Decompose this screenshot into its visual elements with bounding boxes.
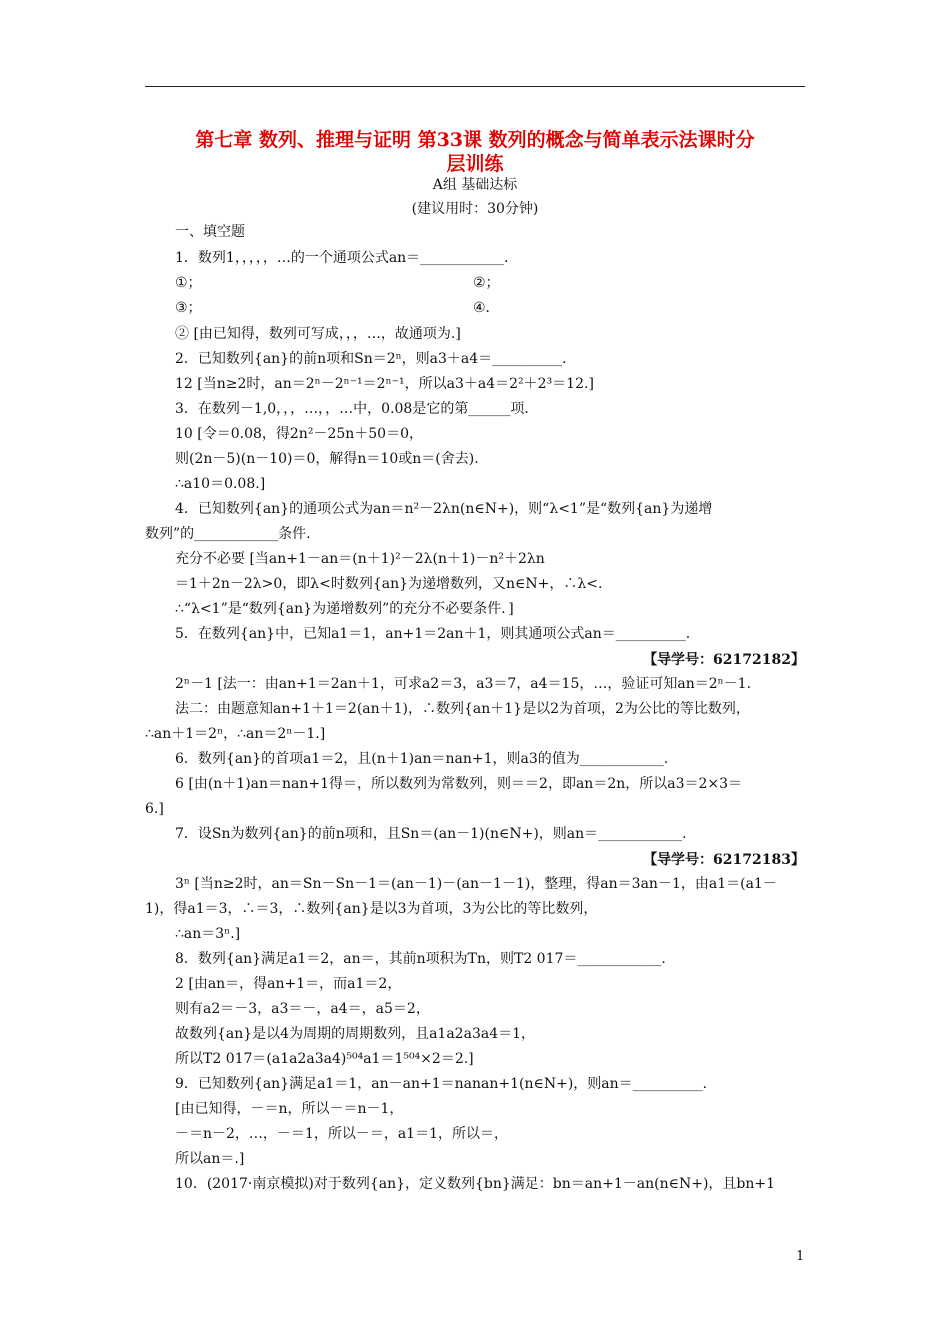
text-line: 6．数列{an}的首项a1＝2，且(n＋1)an＝nan+1，则a3的值为____________. (175, 751, 669, 767)
text-line: 4．已知数列{an}的通项公式为an＝n²－2λn(n∈N+)，则“λ<1”是“数列{an}为递增 (175, 501, 713, 517)
text-line: 1．数列1，，，，，…的一个通项公式an＝____________． (175, 250, 519, 266)
header-rule (145, 86, 805, 87)
guide-code: 【导学号：62172183】 (643, 852, 805, 868)
text-line: ①； (175, 275, 202, 291)
group-label: A组 基础达标 (432, 177, 518, 193)
text-line: 所以T2 017＝(a1a2a3a4)⁵⁰⁴a1＝1⁵⁰⁴×2＝2.] (175, 1051, 474, 1067)
text-line: 5．在数列{an}中，已知a1＝1，an+1＝2an＋1，则其通项公式an＝__________. (175, 626, 691, 642)
text-line: 8．数列{an}满足a1＝2，an＝，其前n项积为Tn，则T2 017＝____________. (175, 951, 666, 967)
text-line: 2 [由an＝，得an+1＝，而a1＝2， (175, 976, 402, 992)
page-title-line1: 第七章 数列、推理与证明 第33课 数列的概念与简单表示法课时分 (195, 129, 755, 151)
text-line: ④． (473, 300, 500, 316)
text-line: ∴an＋1＝2ⁿ，∴an＝2ⁿ－1.] (145, 726, 326, 742)
text-line: 12 [当n≥2时，an＝2ⁿ－2ⁿ⁻¹＝2ⁿ⁻¹，所以a3＋a4＝2²＋2³＝12.] (175, 376, 594, 392)
page-number: 1 (796, 1249, 805, 1264)
text-line: 则(2n－5)(n－10)＝0，解得n＝10或n＝(舍去). (175, 451, 479, 467)
text-line: ∴a10＝0.08.] (175, 476, 266, 492)
text-line: 3ⁿ [当n≥2时，an＝Sn－Sn－1＝(an－1)－(an－1－1)，整理，得an＝3an－1，由a1＝(a1－ (175, 876, 777, 892)
text-line: 充分不必要 [当an+1－an＝(n＋1)²－2λ(n＋1)－n²＋2λn (175, 551, 545, 567)
text-line: 7．设Sn为数列{an}的前n项和，且Sn＝(an－1)(n∈N+)，则an＝____________. (175, 826, 687, 842)
text-line: ③； (175, 300, 202, 316)
text-line: ∴an＝3ⁿ.] (175, 926, 241, 942)
text-line: 故数列{an}是以4为周期的周期数列，且a1a2a3a4＝1， (175, 1026, 536, 1042)
page-title-line2: 层训练 (446, 153, 504, 175)
text-line: 所以an＝.] (175, 1151, 245, 1167)
text-line: ②； (473, 275, 500, 291)
text-line: 9．已知数列{an}满足a1＝1，an－an+1＝nanan+1(n∈N+)，则an＝__________. (175, 1076, 708, 1092)
text-line: 6.] (145, 801, 164, 817)
text-line: 数列”的____________条件. (145, 526, 311, 542)
suggested-time: (建议用时：30分钟) (411, 201, 539, 217)
text-line: 10 [令＝0.08，得2n²－25n＋50＝0， (175, 426, 423, 442)
text-line: 10．(2017·南京模拟)对于数列{an}，定义数列{bn}满足：bn＝an+1－an(n∈N+)，且bn+1 (175, 1176, 776, 1192)
guide-code: 【导学号：62172182】 (643, 652, 805, 668)
text-line: ∴“λ<1”是“数列{an}为递增数列”的充分不必要条件．] (175, 601, 514, 617)
text-line: 6 [由(n＋1)an＝nan+1得＝，所以数列为常数列，则＝＝2，即an＝2n，所以a3＝2×3＝ (175, 776, 743, 792)
text-line: [由已知得，－＝n，所以－＝n－1， (175, 1101, 404, 1117)
text-line: 法二：由题意知an+1＋1＝2(an＋1)，∴数列{an＋1}是以2为首项，2为公比的等比数列， (175, 701, 750, 717)
text-line: 2．已知数列{an}的前n项和Sn＝2ⁿ，则a3＋a4＝__________． (175, 351, 577, 367)
text-line: 则有a2＝－3，a3＝－，a4＝，a5＝2， (175, 1001, 430, 1017)
text-line: 1)，得a1＝3，∴＝3，∴数列{an}是以3为首项，3为公比的等比数列， (145, 901, 598, 917)
text-line: －＝n－2，…，－＝1，所以－＝，a1＝1，所以＝， (175, 1126, 508, 1142)
text-line: ② [由已知得，数列可写成，，，…，故通项为.] (175, 326, 461, 342)
text-line: ＝1＋2n－2λ>0，即λ<时数列{an}为递增数列，又n∈N+，∴λ<. (175, 576, 603, 592)
text-line: 3．在数列－1,0，，，…，，…中，0.08是它的第______项． (175, 401, 539, 417)
text-line: 一、填空题 (175, 224, 245, 240)
text-line: 2ⁿ－1 [法一：由an+1＝2an＋1，可求a2＝3，a3＝7，a4＝15，…，验证可知an＝2ⁿ－1. (175, 676, 752, 692)
